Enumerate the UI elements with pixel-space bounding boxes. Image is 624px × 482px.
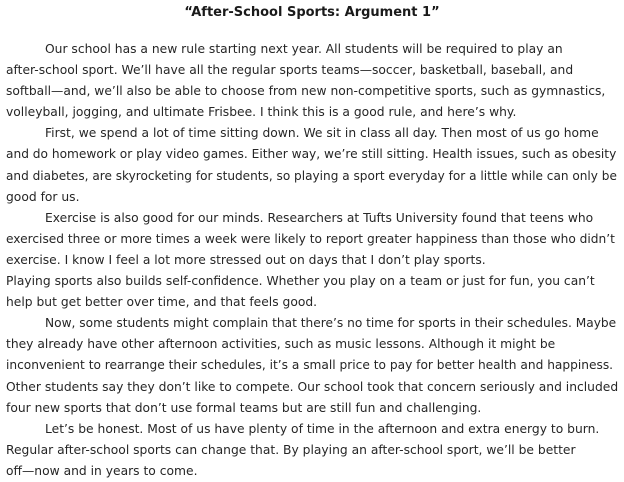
text-line: and do homework or play video games. Either way, we’re still sitting. Health issues, such as obesity — [6, 147, 617, 162]
text-line: four new sports that don’t use formal teams but are still fun and challenging. — [6, 400, 482, 415]
text-line: Let’s be honest. Most of us have plenty of time in the afternoon and extra energy to burn. — [45, 421, 600, 436]
text-line: inconvenient to rearrange their schedules, it’s a small price to pay for better health and happiness. — [6, 358, 614, 373]
text-line: First, we spend a lot of time sitting down. We sit in class all day. Then most of us go home — [45, 126, 599, 141]
text-line: and diabetes, are skyrocketing for students, so playing a sport everyday for a little while can only be — [6, 168, 617, 183]
document-title: “After-School Sports: Argument 1” — [184, 5, 440, 20]
text-line: good for us. — [6, 189, 80, 204]
text-line: Now, some students might complain that there’s no time for sports in their schedules. Maybe — [45, 316, 617, 331]
text-line: Other students say they don’t like to compete. Our school took that concern seriously and included — [6, 379, 619, 394]
text-line: Playing sports also builds self-confidence. Whether you play on a team or just for fun, you can’t — [6, 274, 595, 289]
text-line: Our school has a new rule starting next year. All students will be required to play an — [45, 42, 563, 56]
text-line: they already have other afternoon activities, such as music lessons. Although it might be — [6, 337, 556, 352]
text-line: exercised three or more times a week were likely to report greater happiness than those who didn’t — [6, 231, 615, 246]
text-line: help but get better over time, and that feels good. — [6, 295, 318, 310]
text-line: Exercise is also good for our minds. Researchers at Tufts University found that teens who — [45, 210, 594, 225]
text-line: softball—and, we’ll also be able to choose from new non-competitive sports, such as gymnastics, — [6, 84, 606, 99]
text-line: exercise. I know I feel a lot more stressed out on days that I don’t play sports. — [6, 252, 486, 267]
text-line: off—now and in years to come. — [6, 463, 198, 478]
text-line: volleyball, jogging, and ultimate Frisbee. I think this is a good rule, and here’s why. — [6, 105, 517, 120]
text-line: after-school sport. We’ll have all the regular sports teams—soccer, basketball, baseball, and — [6, 63, 574, 78]
text-line: Regular after-school sports can change that. By playing an after-school sport, we’ll be better — [6, 442, 576, 457]
document-body — [6, 39, 618, 482]
